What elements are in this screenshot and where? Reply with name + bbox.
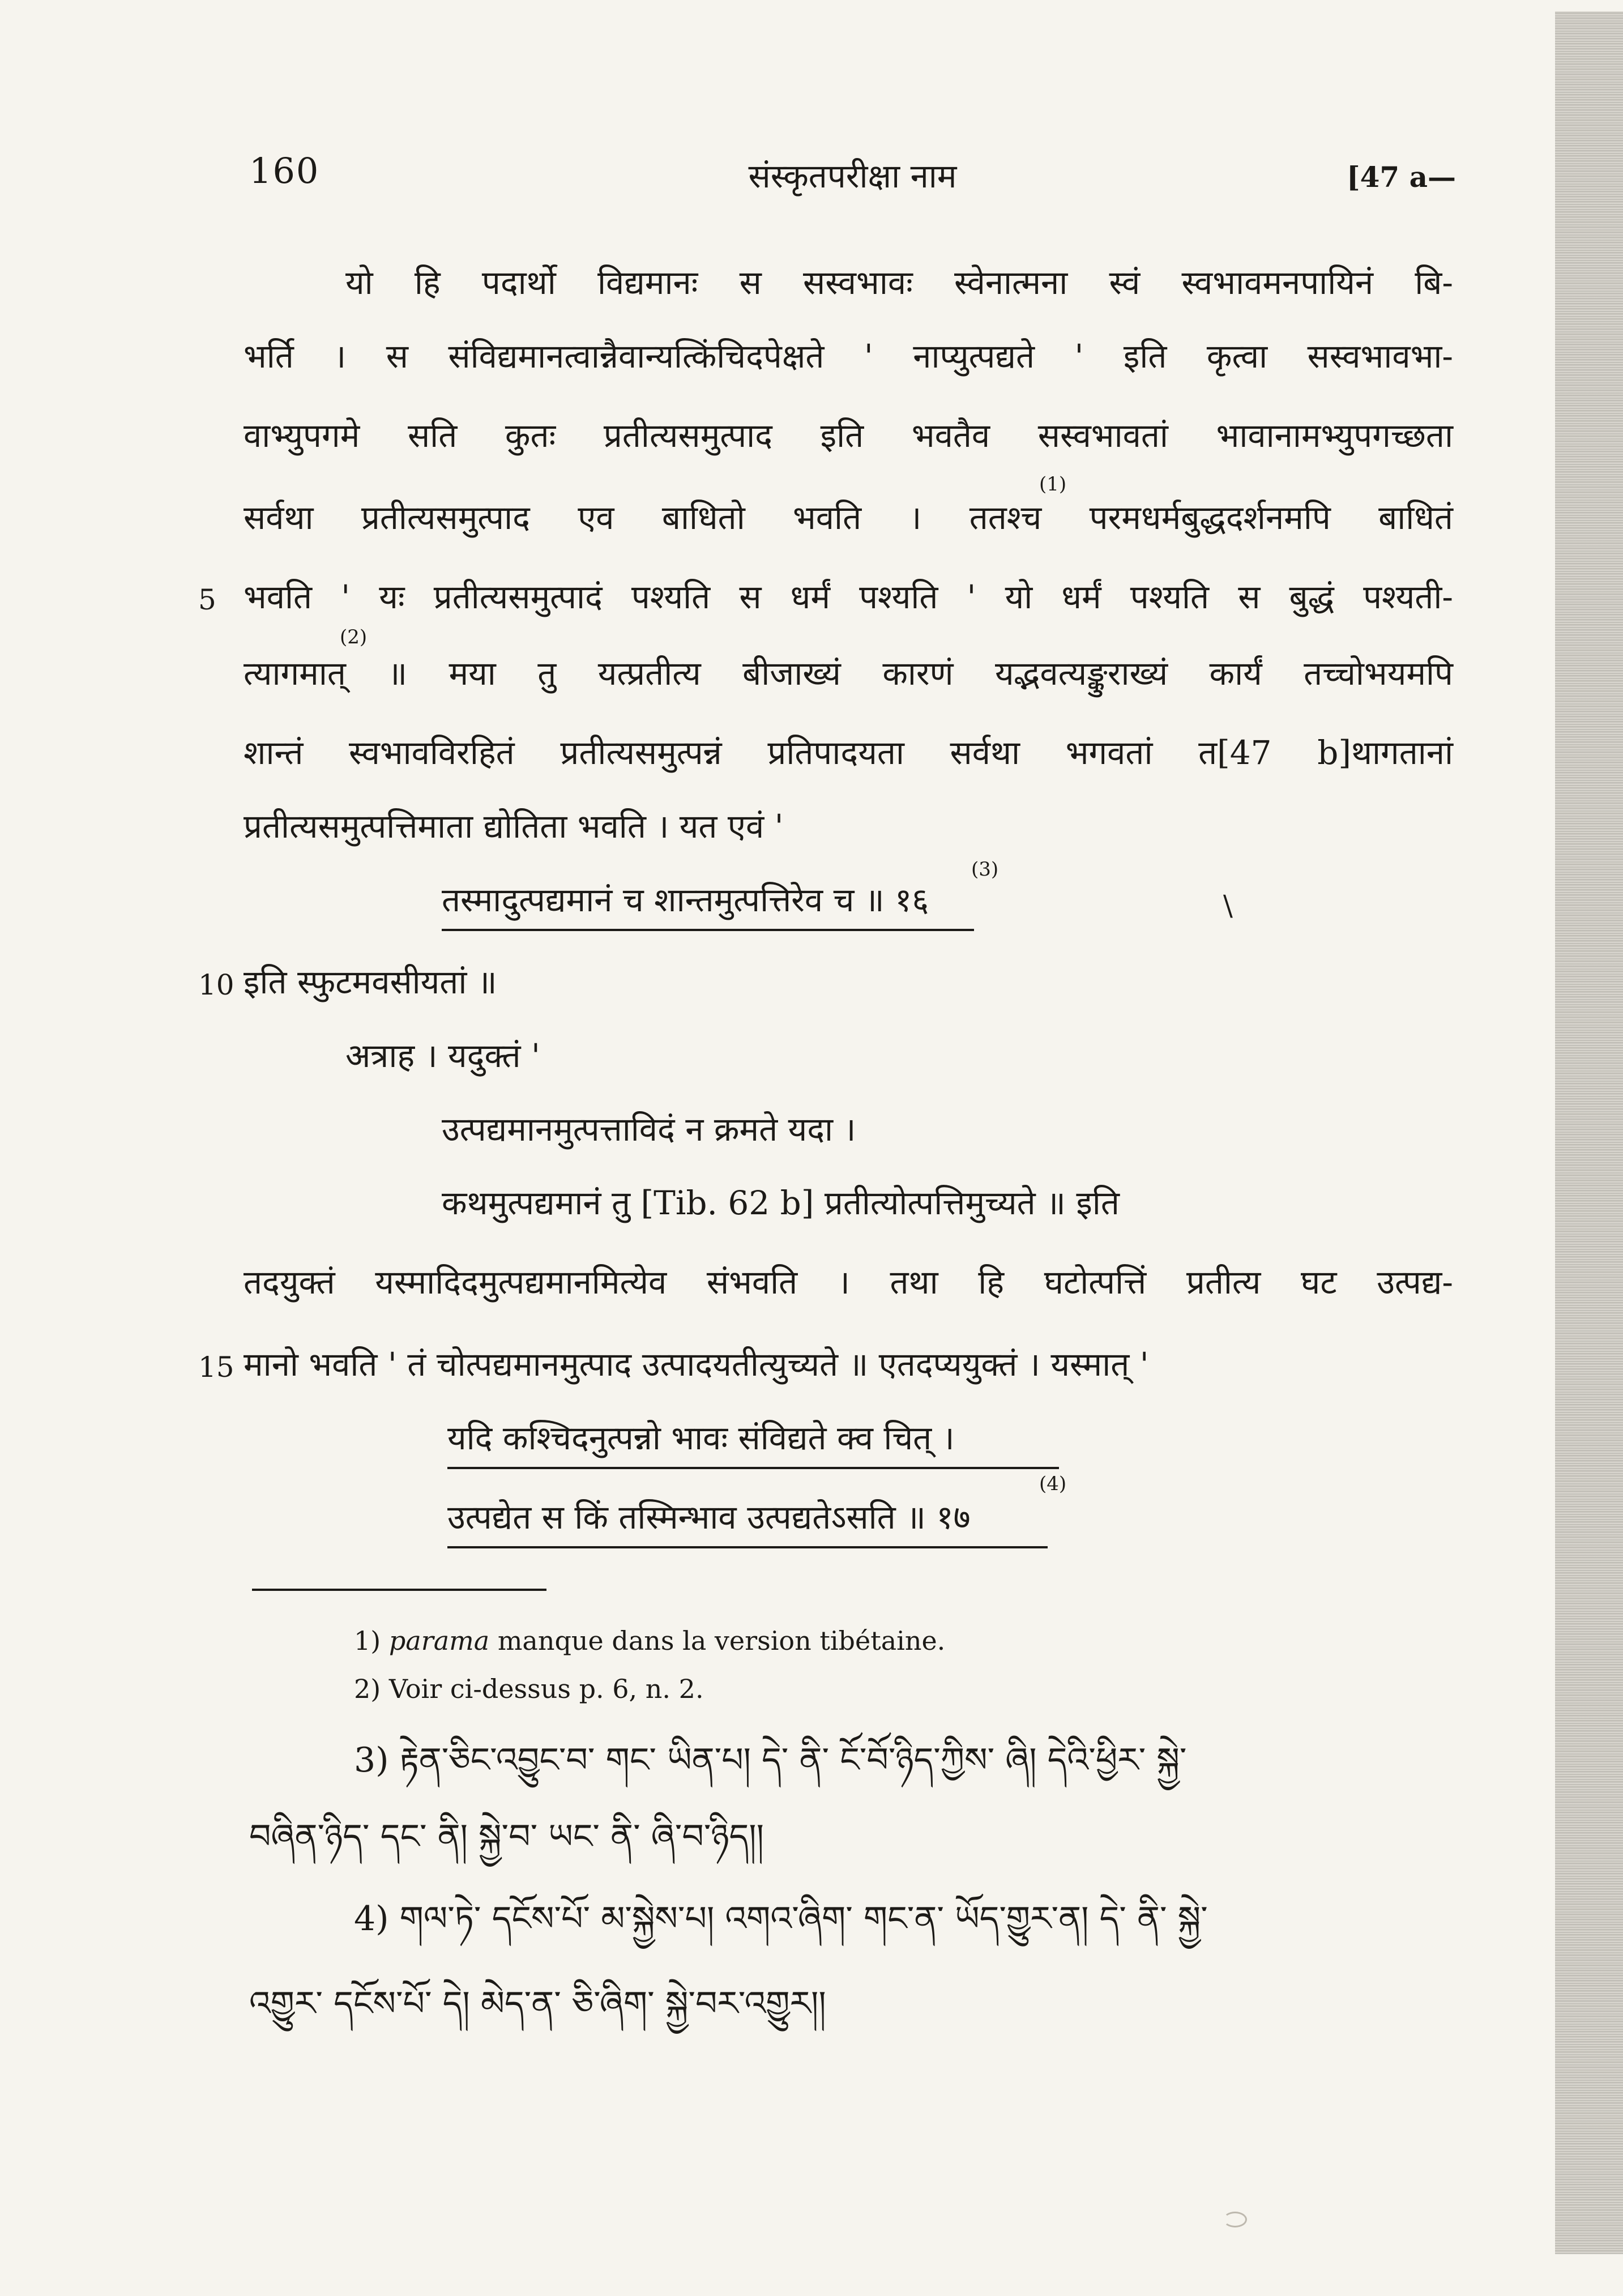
footnote-1-text: manque dans la version tibétaine. (497, 1625, 946, 1656)
body-line-6: त्यागमात् ॥ मया तु यत्प्रतीत्य बीजाख्यं कारणं यद्भवत्यङ्कुराख्यं कार्यं तच्चोभयमपि (244, 654, 1453, 693)
footnote-rule (252, 1589, 546, 1591)
body-line-3: वाभ्युपगमे सति कुतः प्रतीत्यसमुत्पाद इति भवतैव सस्वभावतां भावानामभ्युपगच्छता (244, 416, 1453, 455)
body-line-4: सर्वथा प्रतीत्यसमुत्पाद एव बाधितो भवति । ततश्च परमधर्मबुद्धदर्शनमपि बाधितं (244, 498, 1453, 537)
verse-17-line-1: यदि कश्चिदनुत्पन्नो भावः संविद्यते क्व चित् । (447, 1419, 955, 1457)
body-line-15: मानो भवति ' तं चोत्पद्यमानमुत्पाद उत्पादयतीत्युच्यते ॥ एतदप्ययुक्तं । यस्मात् ' (244, 1345, 1149, 1384)
body-line-14: तदयुक्तं यस्मादिदमुत्पद्यमानमित्येव संभवति । तथा हि घटोत्पत्तिं प्रतीत्य घट उत्पद्य- (244, 1263, 1453, 1301)
margin-mark: \ (1223, 889, 1233, 922)
body-line-2: भर्ति । स संविद्यमानत्वान्नैवान्यत्किंचिदपेक्षते ' नाप्युत्पद्यते ' इति कृत्वा सस्वभावभा- (244, 337, 1453, 375)
note-mark-1: (1) (1039, 473, 1067, 496)
running-title: संस्कृतपरीक्षा नाम (748, 157, 957, 195)
verse-17-underline-1 (447, 1467, 1059, 1469)
scan-edge (1555, 11, 1623, 2254)
note-mark-4: (4) (1039, 1473, 1067, 1495)
verse-17-underline-2 (447, 1546, 1048, 1548)
note-mark-3: (3) (971, 858, 999, 881)
note-mark-2: (2) (340, 626, 368, 648)
body-line-1: यो हि पदार्थो विद्यमानः स सस्वभावः स्वेनात्मना स्वं स्वभावमनपायिनं बि- (345, 263, 1453, 302)
body-line-10: इति स्फुटमवसीयतां ॥ (244, 963, 497, 1001)
footnote-4-line-2: འགྱུར་ དངོས་པོ་ དེ། མེད་ན་ ཅི་ཞིག་ སྐྱེ་བར་འགྱུར།། (249, 1984, 826, 2024)
footnote-1 (354, 1625, 945, 1656)
quote-line-2: कथमुत्पद्यमानं तु [Tib. 62 b] प्रतीत्योत्पत्तिमुच्यते ॥ इति (442, 1184, 1120, 1222)
body-line-5: भवति ' यः प्रतीत्यसमुत्पादं पश्यति स धर्मं पश्यति ' यो धर्मं पश्यति स बुद्धं पश्यती- (244, 578, 1453, 616)
line-number-5: 5 (198, 583, 216, 616)
footnote-2: 2) Voir ci-dessus p. 6, n. 2. (354, 1674, 704, 1704)
verse-16-underline (442, 929, 974, 931)
body-line-8: प्रतीत्यसमुत्पत्तिमाता द्योतिता भवति । यत एवं ' (244, 807, 784, 846)
page-header (249, 144, 1456, 212)
body-line-11: अत्राह । यदुक्तं ' (345, 1036, 540, 1075)
footnote-1-italic: parama (388, 1625, 490, 1656)
footnote-3-line-2: བཞིན་ཉིད་ དང་ ནི། སྐྱེ་བ་ ཡང་ ནི་ ཞི་བ་ཉིད།། (249, 1817, 764, 1857)
footnote-4-line-1: 4) གལ་ཏེ་ དངོས་པོ་ མ་སྐྱེས་པ། འགའ་ཞིག་ གང་ན་ ཡོད་གྱུར་ན། དེ་ ནི་ སྐྱེ་ (354, 1899, 1208, 1939)
scan-smudge (1223, 2212, 1247, 2227)
verse-17-line-2: उत्पद्येत स किं तस्मिन्भाव उत्पद्यतेऽसति ॥ १७ (447, 1498, 971, 1537)
line-number-10: 10 (198, 968, 234, 1001)
footnote-1-number: 1) (354, 1625, 381, 1656)
body-line-7: शान्तं स्वभावविरहितं प्रतीत्यसमुत्पन्नं प्रतिपादयता सर्वथा भगवतां त[47 b]थागतानां (244, 733, 1453, 772)
line-number-15: 15 (198, 1351, 234, 1384)
page-number: 160 (249, 150, 320, 191)
folio-reference: [47 a— (1346, 160, 1456, 194)
quote-line-1: उत्पद्यमानमुत्पत्ताविदं न क्रमते यदा । (442, 1110, 856, 1149)
footnote-3-line-1: 3) རྟེན་ཅིང་འབྱུང་བ་ གང་ ཡིན་པ། དེ་ ནི་ ངོ་བོ་ཉིད་ཀྱིས་ ཞི། དེའི་ཕྱིར་ སྐྱེ་ (354, 1740, 1187, 1780)
verse-16: तस्मादुत्पद्यमानं च शान्तमुत्पत्तिरेव च ॥ १६ (442, 881, 929, 919)
